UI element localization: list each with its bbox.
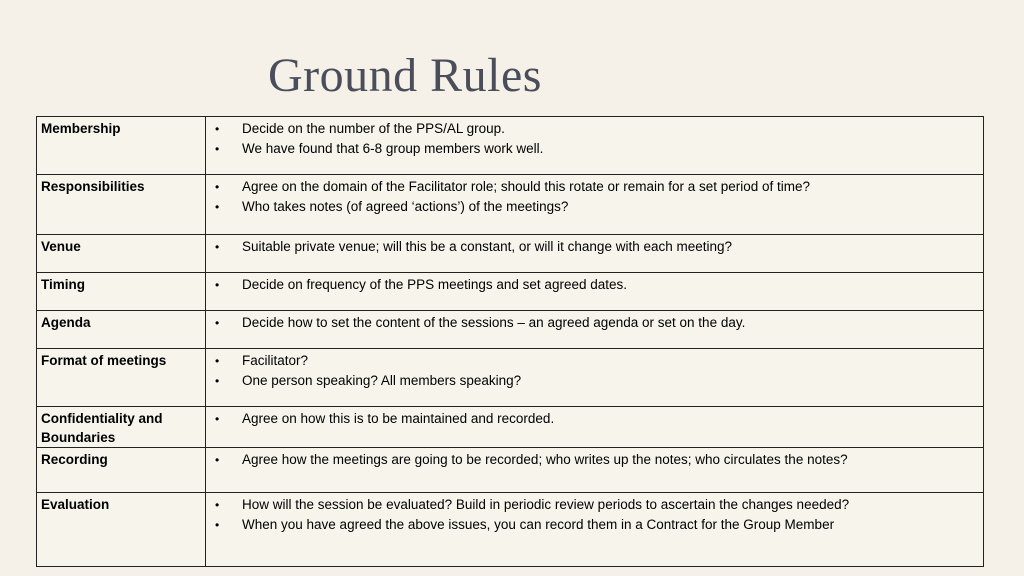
list-item: • Agree on the domain of the Facilitator role; should this rotate or remain for a set period of time?	[210, 177, 979, 197]
list-item: • One person speaking? All members speaking?	[210, 371, 979, 391]
table-row	[37, 349, 984, 407]
table-row	[37, 311, 984, 349]
row-content	[206, 117, 984, 175]
table-row	[37, 448, 984, 493]
list-item: • Agree on how this is to be maintained and recorded.	[210, 409, 979, 429]
table-row	[37, 175, 984, 235]
row-content	[206, 407, 984, 448]
row-label: Timing	[37, 273, 206, 311]
row-content	[206, 493, 984, 567]
table-row	[37, 235, 984, 273]
row-content	[206, 175, 984, 235]
table-row	[37, 407, 984, 448]
list-item: • Decide how to set the content of the sessions – an agreed agenda or set on the day.	[210, 313, 979, 333]
list-item: • When you have agreed the above issues, you can record them in a Contract for the Group Member	[210, 515, 979, 535]
list-item: • Agree how the meetings are going to be recorded; who writes up the notes; who circulates the notes?	[210, 450, 979, 470]
row-label: Responsibilities	[37, 175, 206, 235]
list-item: • Decide on frequency of the PPS meetings and set agreed dates.	[210, 275, 979, 295]
row-label: Venue	[37, 235, 206, 273]
row-label: Membership	[37, 117, 206, 175]
table-row	[37, 493, 984, 567]
row-content	[206, 448, 984, 493]
row-content	[206, 311, 984, 349]
table-row	[37, 117, 984, 175]
row-content	[206, 273, 984, 311]
list-item: • How will the session be evaluated? Build in periodic review periods to ascertain the changes needed?	[210, 495, 979, 515]
row-label: Format of meetings	[37, 349, 206, 407]
list-item: • Decide on the number of the PPS/AL group.	[210, 119, 979, 139]
row-label: Evaluation	[37, 493, 206, 567]
list-item: • Who takes notes (of agreed ‘actions’) of the meetings?	[210, 197, 979, 217]
row-label: Confidentiality and Boundaries	[37, 407, 206, 448]
ground-rules-table	[36, 116, 984, 567]
row-label: Agenda	[37, 311, 206, 349]
page-title: Ground Rules	[268, 49, 542, 102]
list-item: • Facilitator?	[210, 351, 979, 371]
row-content	[206, 349, 984, 407]
row-label: Recording	[37, 448, 206, 493]
table-row	[37, 273, 984, 311]
list-item: • Suitable private venue; will this be a constant, or will it change with each meeting?	[210, 237, 979, 257]
row-content	[206, 235, 984, 273]
list-item: • We have found that 6-8 group members work well.	[210, 139, 979, 159]
